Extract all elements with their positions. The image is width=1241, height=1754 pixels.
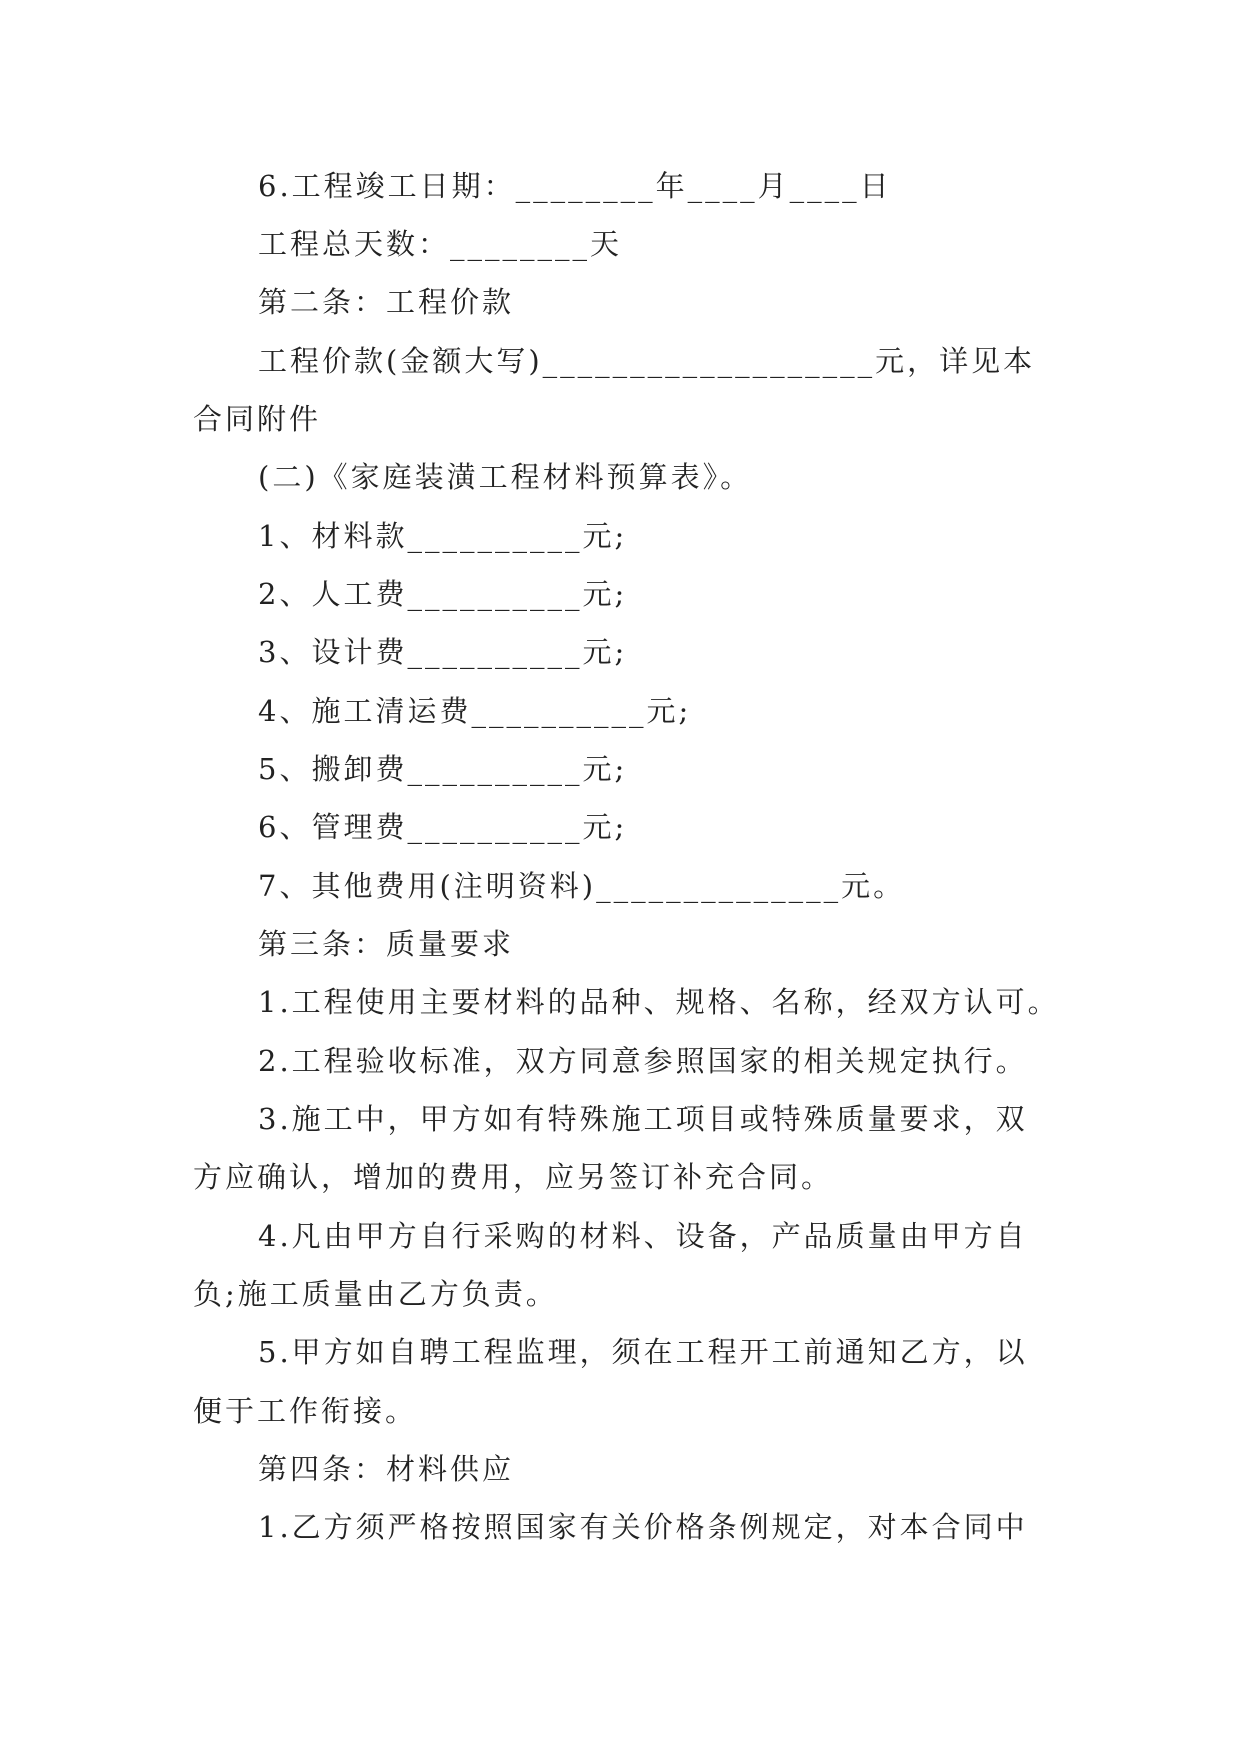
budget-table-reference: (二)《家庭装潢工程材料预算表》。 (258, 460, 753, 494)
quality-item-3-cont: 方应确认，增加的费用，应另签订补充合同。 (193, 1160, 834, 1194)
quality-item-5: 5.甲方如自聘工程监理，须在工程开工前通知乙方，以 (258, 1335, 1028, 1369)
project-price-line: 工程价款(金额大写)___________________元，详见本 (258, 344, 1036, 378)
quality-item-4: 4.凡由甲方自行采购的材料、设备，产品质量由甲方自 (258, 1219, 1028, 1253)
article-four-heading: 第四条：材料供应 (258, 1452, 515, 1486)
quality-item-3: 3.施工中，甲方如有特殊施工项目或特殊质量要求，双 (258, 1102, 1028, 1136)
quality-item-1: 1.工程使用主要材料的品种、规格、名称，经双方认可。 (258, 985, 1060, 1019)
design-fee-line: 3、设计费__________元; (258, 635, 628, 669)
moving-fee-line: 5、搬卸费__________元; (258, 752, 628, 786)
management-fee-line: 6、管理费__________元; (258, 810, 628, 844)
project-price-line-cont: 合同附件 (193, 402, 322, 436)
article-two-heading: 第二条：工程价款 (258, 285, 515, 319)
quality-item-2: 2.工程验收标准，双方同意参照国家的相关规定执行。 (258, 1044, 1028, 1078)
quality-item-4-cont: 负;施工质量由乙方负责。 (193, 1277, 558, 1311)
completion-date-line: 6.工程竣工日期：________年____月____日 (258, 169, 892, 203)
supply-item-1: 1.乙方须严格按照国家有关价格条例规定，对本合同中 (258, 1510, 1028, 1544)
material-fee-line: 1、材料款__________元; (258, 519, 628, 553)
labor-fee-line: 2、人工费__________元; (258, 577, 628, 611)
other-fee-line: 7、其他费用(注明资料)______________元。 (258, 869, 906, 903)
quality-item-5-cont: 便于工作衔接。 (193, 1394, 418, 1428)
article-three-heading: 第三条：质量要求 (258, 927, 515, 961)
cleanup-fee-line: 4、施工清运费__________元; (258, 694, 692, 728)
total-days-line: 工程总天数：________天 (258, 227, 623, 261)
